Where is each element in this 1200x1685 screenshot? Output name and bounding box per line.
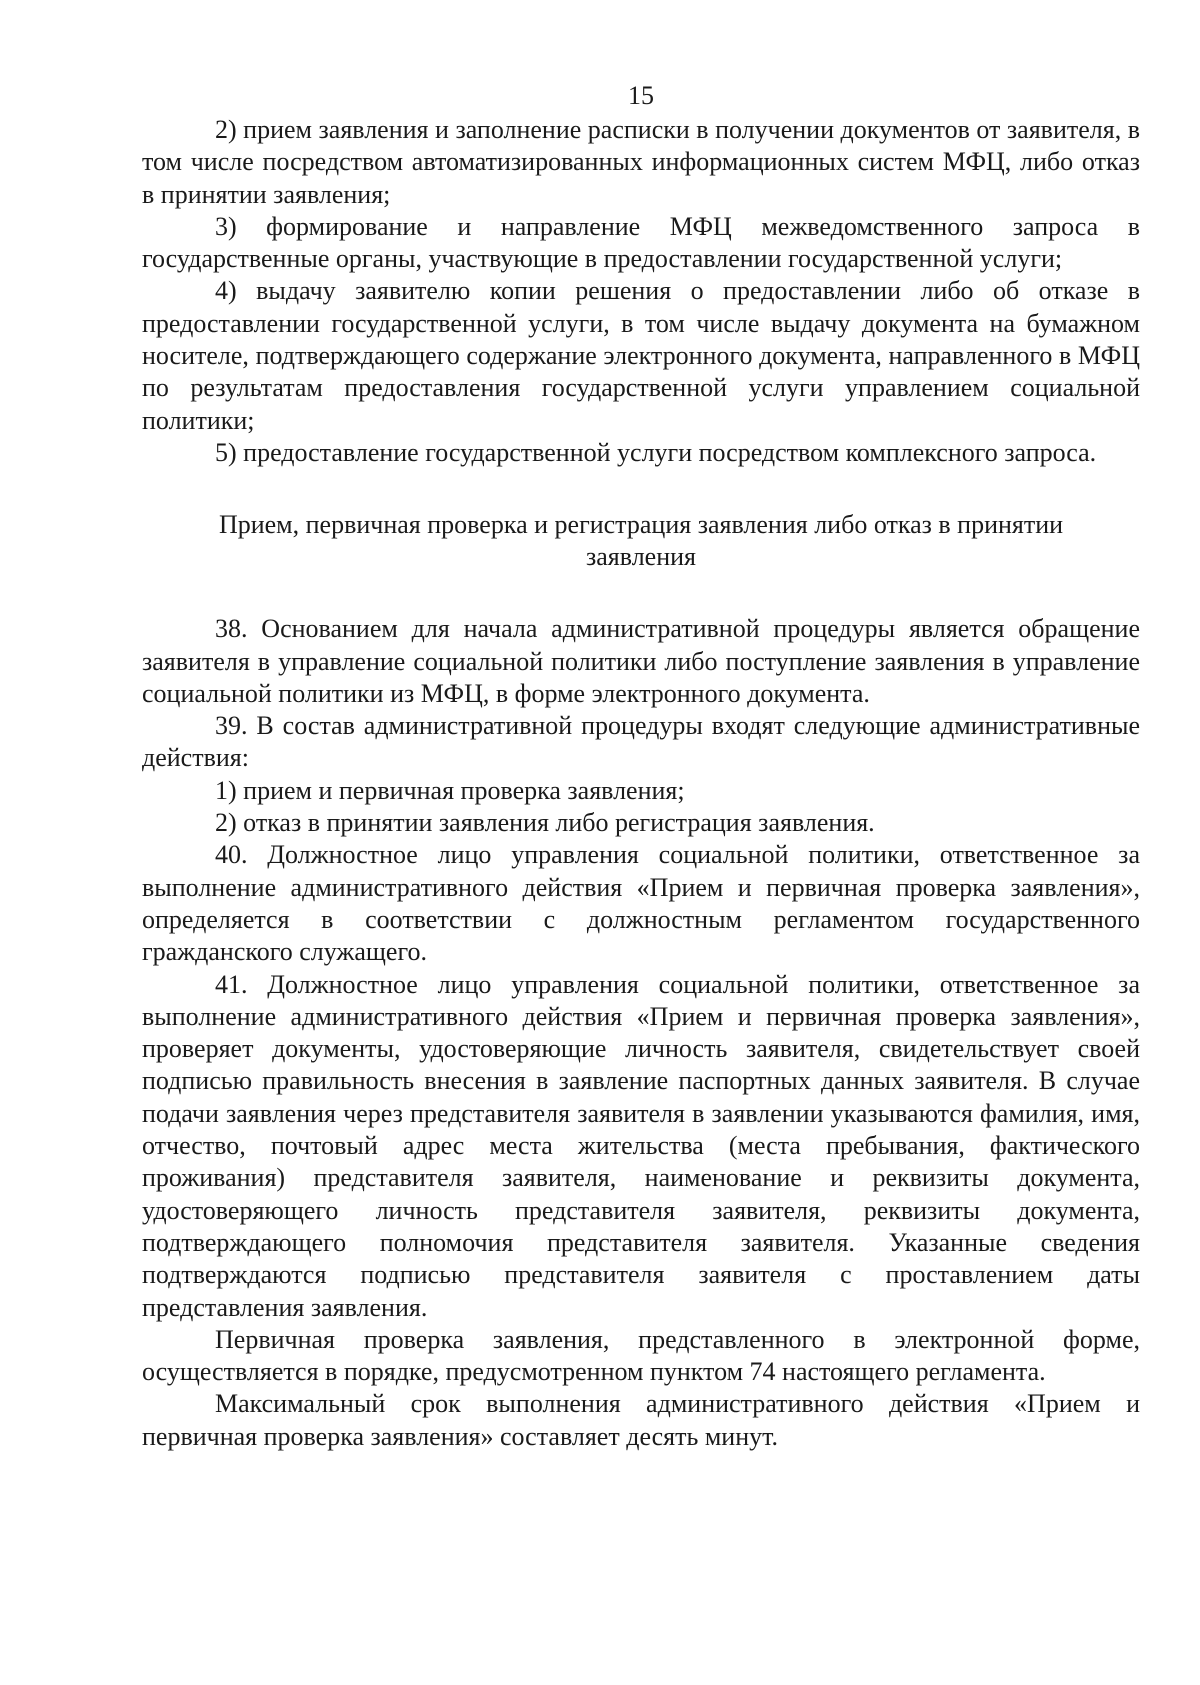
paragraph-item-2: 2) прием заявления и заполнение расписки в получении документов от заявителя, в том числе посредством автоматизированных информационных систем МФЦ, либо отказ в принятии заявления; [142, 115, 1140, 209]
page-number: 15 [628, 81, 654, 110]
paragraph-39: 39. В состав административной процедуры входят следующие административные действия: [142, 711, 1140, 773]
paragraph-item-5: 5) предоставление государственной услуги посредством комплексного запроса. [215, 437, 1097, 467]
section-heading: Прием, первичная проверка и регистрация заявления либо отказ в принятии заявления [218, 510, 1064, 572]
paragraph-38: 38. Основанием для начала административной процедуры является обращение заявителя в управление социальной политики либо поступление заявления в управление социальной политики из МФЦ, в форме электронного документа. [142, 614, 1140, 708]
document-page [142, 80, 1140, 1453]
paragraph-item-3: 3) формирование и направление МФЦ межведомственного запроса в государственные органы, участвующие в предоставлении государственной услуги; [142, 211, 1140, 274]
paragraph-39-item-2: 2) отказ в принятии заявления либо регистрация заявления. [215, 808, 875, 838]
paragraph-41-max-time: Максимальный срок выполнения административного действия «Прием и первичная проверка заявления» составляет десять минут. [142, 1389, 1140, 1451]
paragraph-41-primary-check: Первичная проверка заявления, представленного в электронной форме, осуществляется в порядке, предусмотренном пунктом 74 настоящего регламента. [142, 1324, 1140, 1387]
paragraph-41: 41. Должностное лицо управления социальной политики, ответственное за выполнение административного действия «Прием и первичная проверка заявления», проверяет документы, удостоверяющие личность заявителя, свидетельствует своей подписью правильность внесения в заявление паспортных данных заявителя. В случае подачи заявления через представителя заявителя в заявлении указываются фамилия, имя, отчество, почтовый адрес места жительства (места пребывания, фактического проживания) представителя заявителя, наименование и реквизиты документа, удостоверяющего личность представителя заявителя, реквизиты документа, подтверждающего полномочия представителя заявителя. Указанные сведения подтверждаются подписью представителя заявителя с проставлением даты представления заявления. [142, 969, 1140, 1322]
paragraph-39-item-1: 1) прием и первичная проверка заявления; [215, 775, 685, 805]
paragraph-item-4: 4) выдачу заявителю копии решения о предоставлении либо об отказе в предоставлении государственной услуги, в том числе выдачу документа на бумажном носителе, подтверждающего содержание электронного документа, направленного в МФЦ по результатам предоставления государственной услуги управлением социальной политики; [142, 276, 1140, 435]
paragraph-40: 40. Должностное лицо управления социальной политики, ответственное за выполнение административного действия «Прием и первичная проверка заявления», определяется в соответствии с должностным регламентом государственного гражданского служащего. [142, 840, 1140, 967]
